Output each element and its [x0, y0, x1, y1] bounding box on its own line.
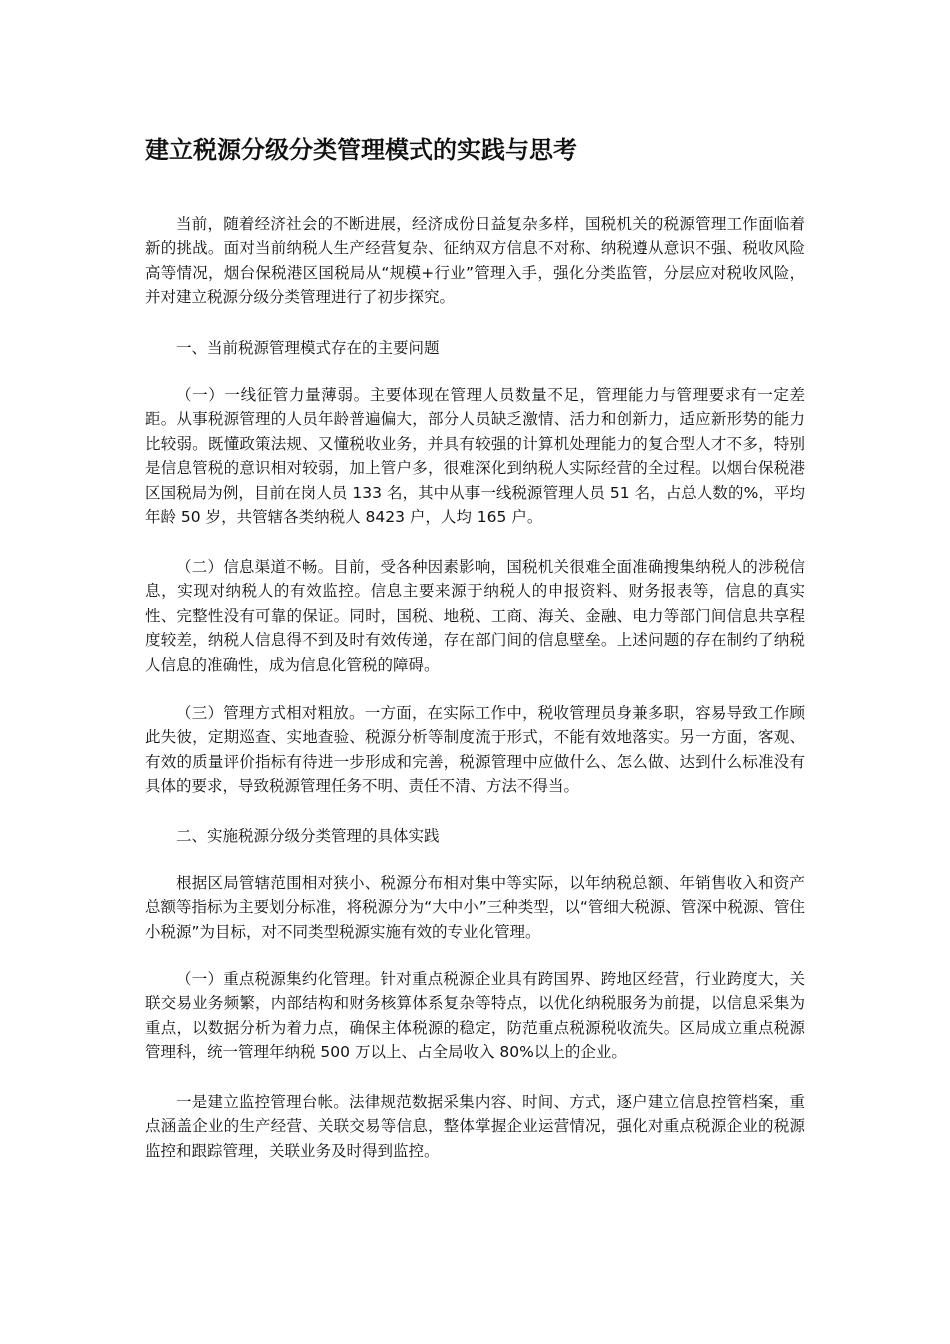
paragraph-2-1-a: 一是建立监控管理台帐。法律规范数据采集内容、时间、方式，逐户建立信息控管档案，重点涵盖企业的生产经营、关联交易等信息，整体掌握企业运营情况，强化对重点税源企业的税源监控和跟踪管理，关联业务及时得到监控。 — [145, 1093, 805, 1160]
document-title: 建立税源分级分类管理模式的实践与思考 — [145, 136, 577, 164]
section-heading-2: 二、实施税源分级分类管理的具体实践 — [176, 827, 440, 845]
paragraph-2-1: （一）重点税源集约化管理。针对重点税源企业具有跨国界、跨地区经营，行业跨度大，关联交易业务频繁，内部结构和财务核算体系复杂等特点，以优化纳税服务为前提，以信息采集为重点，以数据分析为着力点，确保主体税源的稳定，防范重点税源税收流失。区局成立重点税源管理科，统一管理年纳税 500 万以上、占全局收入 80%以上的企业。 — [145, 970, 805, 1062]
paragraph-1-3: （三）管理方式相对粗放。一方面，在实际工作中，税收管理员身兼多职，容易导致工作顾此失彼，定期巡查、实地查验、税源分析等制度流于形式，不能有效地落实。另一方面，客观、有效的质量评价指标有待进一步形成和完善，税源管理中应做什么、怎么做、达到什么标准没有具体的要求，导致税源管理任务不明、责任不清、方法不得当。 — [145, 704, 805, 796]
paragraph-1-2: （二）信息渠道不畅。目前，受各种因素影响，国税机关很难全面准确搜集纳税人的涉税信息，实现对纳税人的有效监控。信息主要来源于纳税人的申报资料、财务报表等，信息的真实性、完整性没有可靠的保证。同时，国税、地税、工商、海关、金融、电力等部门间信息共享程度较差，纳税人信息得不到及时有效传递，存在部门间的信息壁垒。上述问题的存在制约了纳税人信息的准确性，成为信息化管税的障碍。 — [145, 558, 805, 674]
paragraph-intro: 当前，随着经济社会的不断进展，经济成份日益复杂多样，国税机关的税源管理工作面临着新的挑战。面对当前纳税人生产经营复杂、征纳双方信息不对称、纳税遵从意识不强、税收风险高等情况，烟台保税港区国税局从“规模+行业”管理入手，强化分类监管，分层应对税收风险，并对建立税源分级分类管理进行了初步探究。 — [145, 215, 805, 307]
paragraph-2-intro: 根据区局管辖范围相对狭小、税源分布相对集中等实际，以年纳税总额、年销售收入和资产总额等指标为主要划分标准，将税源分为“大中小”三种类型，以“管细大税源、管深中税源、管住小税源”为目标，对不同类型税源实施有效的专业化管理。 — [145, 874, 805, 941]
paragraph-1-1: （一）一线征管力量薄弱。主要体现在管理人员数量不足，管理能力与管理要求有一定差距。从事税源管理的人员年龄普遍偏大，部分人员缺乏激情、活力和创新力，适应新形势的能力比较弱。既懂政策法规、又懂税收业务，并具有较强的计算机处理能力的复合型人才不多，特别是信息管税的意识相对较弱，加上管户多，很难深化到纳税人实际经营的全过程。以烟台保税港区国税局为例，目前在岗人员 133 名，其中从事一线税源管理人员 51 名，占总人数的%，平均年龄 50 岁，共管辖各类纳税人 8423 户，人均 165 户。 — [145, 386, 805, 527]
section-heading-1: 一、当前税源管理模式存在的主要问题 — [176, 339, 440, 357]
